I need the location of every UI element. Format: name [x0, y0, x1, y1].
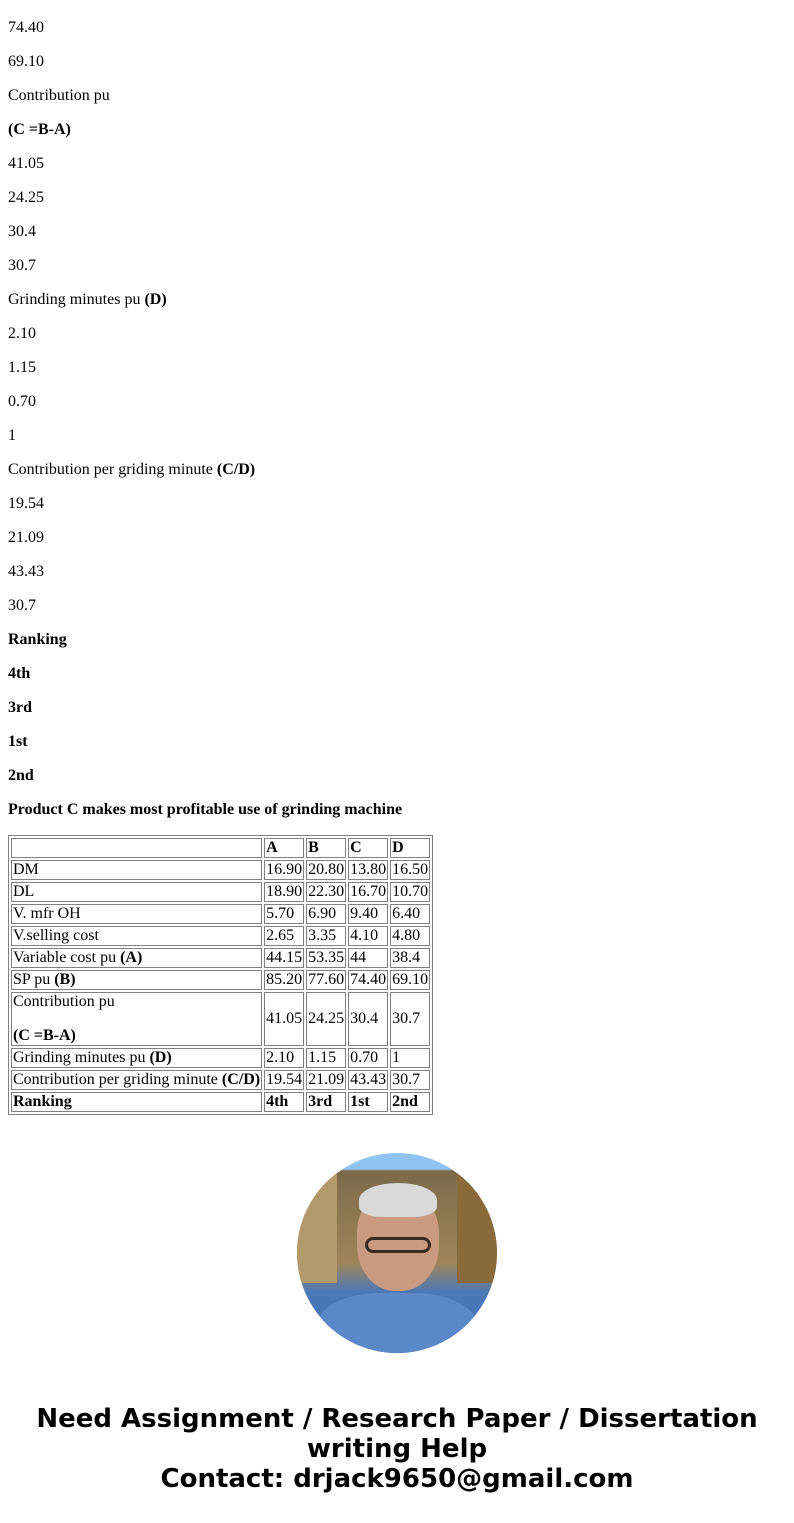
table-cell: 4th	[264, 1092, 304, 1112]
row-label: V.selling cost	[11, 926, 262, 946]
text-line: 1.15	[8, 359, 36, 376]
table-row	[11, 1048, 430, 1068]
text-line: 1	[8, 427, 16, 444]
table-cell: 1.15	[306, 1048, 346, 1068]
row-label: Contribution per griding minute (C/D)	[13, 1071, 261, 1088]
text-line: 0.70	[8, 393, 36, 410]
table-cell: 53.35	[308, 949, 345, 966]
table-cell: 41.05	[264, 992, 304, 1046]
table-cell: 44.15	[266, 949, 303, 966]
table-cell: 2.65	[264, 926, 304, 946]
text-line: 30.4	[8, 223, 36, 240]
table-cell: 24.25	[306, 992, 346, 1046]
text-line: 19.54	[8, 495, 44, 512]
cost-table	[8, 835, 433, 1115]
table-cell: 2.10	[264, 1048, 304, 1068]
table-cell: 10.70	[392, 883, 429, 900]
table-row	[11, 992, 430, 1046]
table-cell: 30.7	[390, 992, 430, 1046]
banner-line-1: Need Assignment / Research Paper / Dissertation	[36, 1404, 758, 1434]
row-label: Grinding minutes pu (D)	[11, 1048, 262, 1068]
table-cell: 6.90	[306, 904, 346, 924]
table-cell: 13.80	[350, 861, 387, 878]
row-label: SP pu (B)	[11, 970, 262, 990]
text-line: 30.7	[8, 257, 36, 274]
table-row	[11, 926, 430, 946]
table-cell: 20.80	[308, 861, 345, 878]
text-line: 24.25	[8, 189, 44, 206]
table-cell: 85.20	[266, 971, 303, 988]
text-line: 3rd	[8, 699, 32, 716]
text-line: 1st	[8, 733, 28, 750]
text-line: 43.43	[8, 563, 44, 580]
table-cell: 30.4	[348, 992, 388, 1046]
table-cell: 4.80	[390, 926, 430, 946]
table-cell: 16.90	[266, 861, 303, 878]
text-line: 2nd	[8, 767, 34, 784]
text-line: Grinding minutes pu (D)	[8, 291, 167, 308]
table-row	[11, 1092, 430, 1112]
table-cell: 4.10	[348, 926, 388, 946]
table-header-cell: A	[264, 838, 304, 858]
table-cell: 22.30	[308, 883, 345, 900]
table-cell: 38.4	[390, 948, 430, 968]
row-label: DL	[11, 882, 262, 902]
table-cell: 21.09	[308, 1071, 345, 1088]
table-header-cell: C	[348, 838, 388, 858]
author-photo	[297, 1153, 497, 1353]
table-cell: 16.50	[392, 861, 429, 878]
table-cell: 3rd	[306, 1092, 346, 1112]
table-cell: 6.40	[390, 904, 430, 924]
text-line: 69.10	[8, 53, 44, 70]
photo-background-left	[297, 1173, 337, 1283]
table-cell: 1st	[348, 1092, 388, 1112]
table-row	[11, 904, 430, 924]
text-line: 74.40	[8, 19, 44, 36]
photo-hair	[359, 1183, 437, 1217]
photo-glasses	[365, 1237, 431, 1253]
banner-contact-line: Contact: drjack9650@gmail.com	[160, 1464, 634, 1494]
contact-banner	[0, 1404, 794, 1494]
table-cell: 1	[390, 1048, 430, 1068]
table-cell: 19.54	[266, 1071, 303, 1088]
table-cell: 18.90	[266, 883, 303, 900]
text-line: Ranking	[8, 631, 67, 648]
conclusion-text: Product C makes most profitable use of grinding machine	[8, 801, 403, 818]
table-row	[11, 948, 430, 968]
table-row	[11, 860, 430, 880]
table-cell: 43.43	[350, 1071, 387, 1088]
table-header-cell	[11, 838, 262, 858]
table-cell: 2nd	[390, 1092, 430, 1112]
row-label: DM	[11, 860, 262, 880]
text-line: 30.7	[8, 597, 36, 614]
row-label: Contribution pu (C =B-A)	[11, 992, 262, 1046]
row-label: V. mfr OH	[11, 904, 262, 924]
text-line: (C =B-A)	[8, 121, 71, 138]
table-row	[11, 970, 430, 990]
table-cell: 74.40	[350, 971, 387, 988]
table-cell: 3.35	[306, 926, 346, 946]
table-cell: 0.70	[348, 1048, 388, 1068]
text-line: 2.10	[8, 325, 36, 342]
photo-shirt	[317, 1293, 477, 1353]
banner-line-2: writing Help	[306, 1434, 488, 1464]
row-label: Ranking	[11, 1092, 262, 1112]
text-line: 41.05	[8, 155, 44, 172]
table-cell: 44	[348, 948, 388, 968]
photo-background-right	[457, 1173, 497, 1283]
table-cell: 16.70	[350, 883, 387, 900]
table-cell: 77.60	[308, 971, 345, 988]
text-line: Contribution pu	[8, 87, 110, 104]
table-header-cell: D	[390, 838, 430, 858]
table-cell: 30.7	[390, 1070, 430, 1090]
table-header-row	[11, 838, 430, 858]
table-header-cell: B	[306, 838, 346, 858]
text-line: Contribution per griding minute (C/D)	[8, 461, 256, 478]
table-row	[11, 1070, 430, 1090]
table-cell: 9.40	[348, 904, 388, 924]
row-label: Variable cost pu (A)	[11, 948, 262, 968]
table-row	[11, 882, 430, 902]
table-cell: 5.70	[264, 904, 304, 924]
text-line: 21.09	[8, 529, 44, 546]
text-line: 4th	[8, 665, 31, 682]
table-cell: 69.10	[392, 971, 429, 988]
